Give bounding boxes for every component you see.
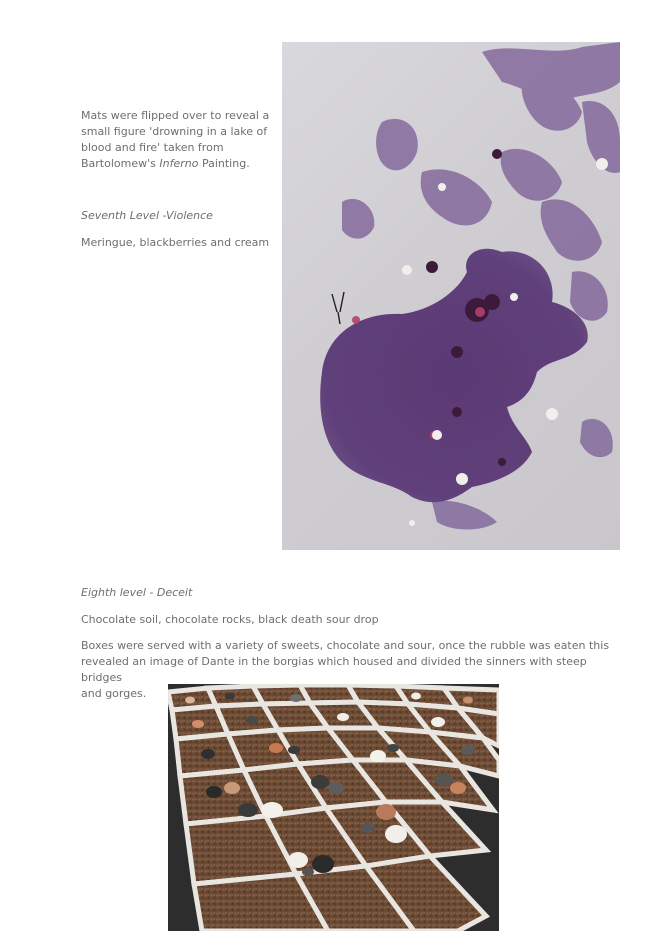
stain-illustration [282,42,620,550]
eighth-level-description: Chocolate soil, chocolate rocks, black death sour drop [81,613,379,626]
boxes-illustration [168,684,499,931]
seventh-level-description: Meringue, blackberries and cream [81,236,270,249]
eighth-body-line-2: revealed an image of Dante in the borgias which housed and divided the sinners with steep bridges [81,655,587,684]
intro-line-4-pre: Bartolomew's [81,157,160,170]
seventh-level-heading: Seventh Level -Violence [81,209,213,222]
eighth-level-heading: Eighth level - Deceit [81,586,193,599]
stain-photo [282,42,620,550]
intro-line-1: Mats were flipped over to reveal a [81,109,270,122]
intro-line-2: small figure 'drowning in a lake of [81,125,268,138]
intro-paragraph [81,108,271,172]
intro-line-3: blood and fire' taken from [81,141,224,154]
boxes-photo [168,684,499,931]
eighth-body-line-3: and gorges. [81,687,147,700]
eighth-body-line-1: Boxes were served with a variety of sweets, chocolate and sour, once the rubble was eaten this [81,639,610,652]
intro-line-4-em: Inferno [159,157,199,170]
intro-line-4-post: Painting. [198,157,250,170]
